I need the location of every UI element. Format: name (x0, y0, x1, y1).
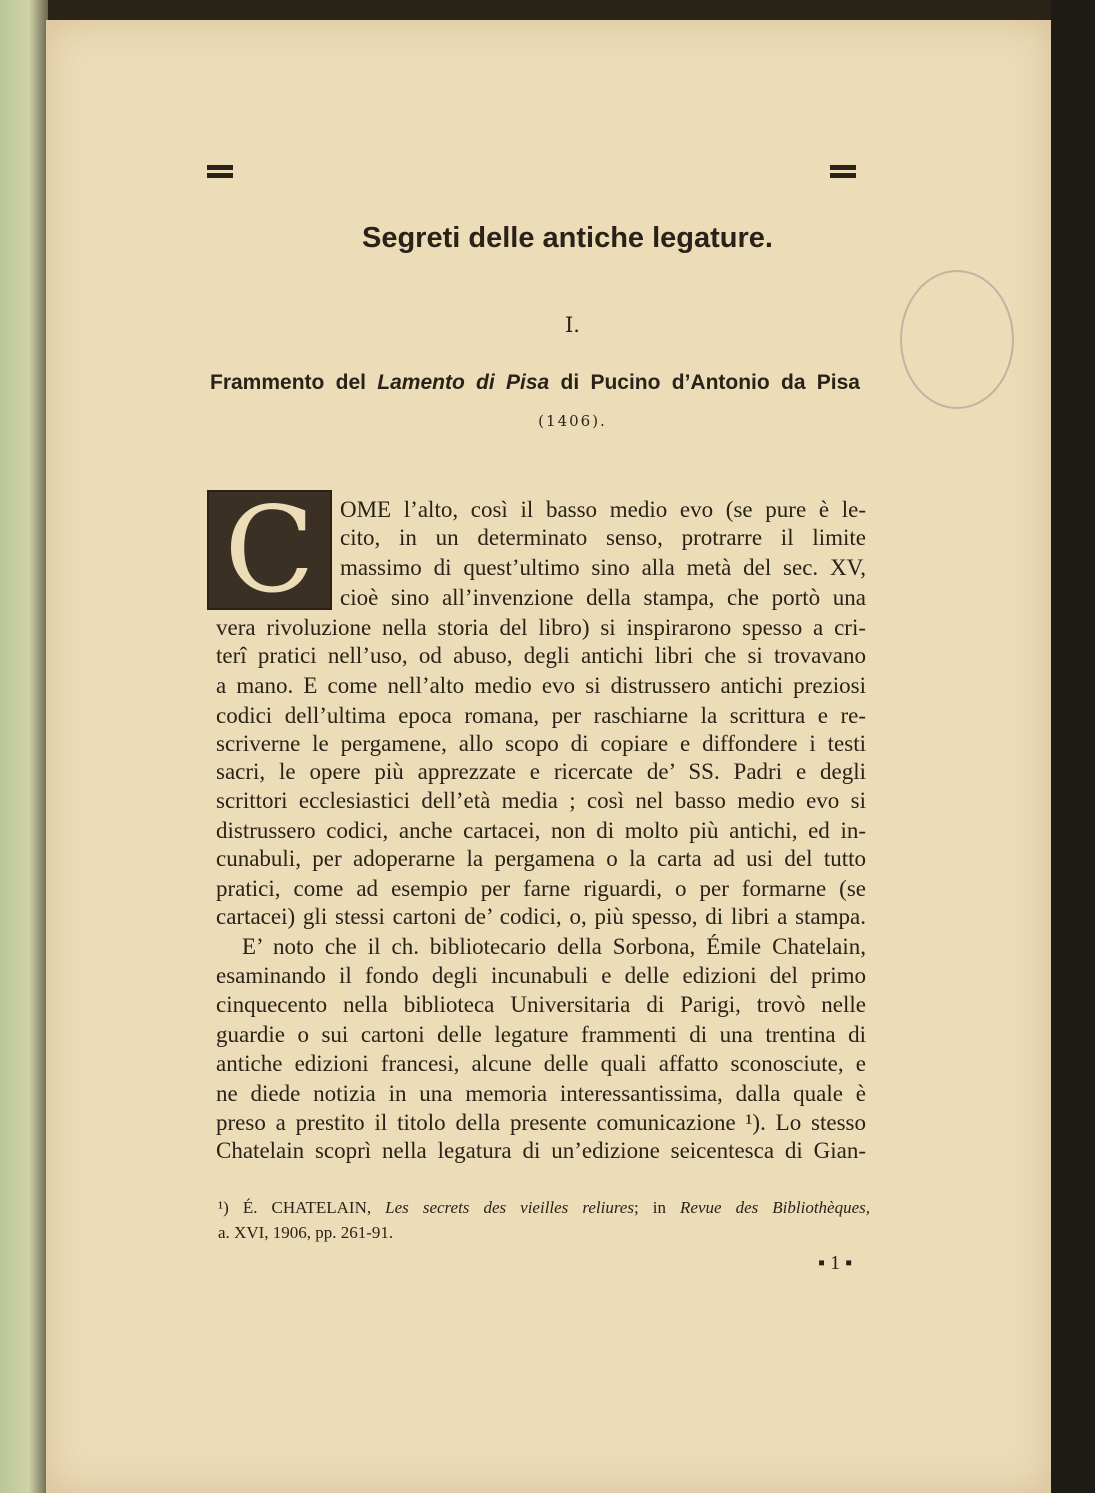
subtitle-text: Frammento del (210, 371, 378, 394)
subtitle-text-end: di Pucino d’Antonio da Pisa (549, 371, 860, 394)
text-line: massimo di quest’ultimo sino alla metà del sec. XV, (340, 555, 866, 580)
text-line: cartacei) gli stessi cartoni de’ codici, o, più spesso, di libri a stampa. (216, 904, 866, 929)
article-title: Segreti delle antiche legature. (362, 222, 773, 254)
text-line: Chatelain scoprì nella legatura di un’edizione seicentesca di Gian- (216, 1138, 866, 1163)
text-line: antiche edizioni francesi, alcune delle quali affatto sconosciute, e (216, 1051, 866, 1076)
library-stamp (900, 270, 1014, 409)
text-line: OME l’alto, così il basso medio evo (se pure è le- (340, 497, 866, 522)
footnote-work: Les secrets des vieilles reliures (385, 1198, 634, 1217)
footnote-journal: Revue des Bibliothèques, (680, 1198, 871, 1217)
footnote-sep: ; in (633, 1198, 681, 1217)
text-line: preso a prestito il titolo della presente comunicazione ¹). Lo stesso (216, 1110, 866, 1135)
drop-cap-letter: C (224, 481, 315, 619)
text-line: codici dell’ultima epoca romana, per raschiarne la scrittura e re- (216, 703, 866, 728)
text-line: vera rivoluzione nella storia del libro) si inspirarono spesso a cri- (216, 615, 866, 640)
subtitle-italic: Lamento di Pisa (377, 371, 550, 394)
page-number: ▪ 1 ▪ (818, 1252, 853, 1274)
text-line: cito, in un determinato senso, protrarre il limite (340, 525, 866, 550)
text-line: cunabuli, per adoperarne la pergamena o la carta ad usi del tutto (216, 846, 866, 871)
footnote-author: É. CHATELAIN, (242, 1198, 386, 1217)
text-line: esaminando il fondo degli incunabuli e delle edizioni del primo (216, 963, 866, 988)
decorated-drop-cap (207, 481, 332, 619)
text-line: terî pratici nell’uso, od abuso, degli antichi libri che si trovavano (216, 643, 866, 668)
footnote-line-2: a. XVI, 1906, pp. 261-91. (218, 1223, 394, 1242)
section-year: (1406). (538, 412, 607, 430)
text-line: scriverne le pergamene, allo scopo di copiare e diffondere i testi (216, 731, 866, 756)
footnote-marker: ¹) (218, 1198, 243, 1217)
text-line: a mano. E come nell’alto medio evo si distrussero antichi preziosi (216, 673, 866, 698)
text-line: cinquecento nella biblioteca Universitaria di Parigi, trovò nelle (216, 992, 866, 1017)
text-line: scrittori ecclesiastici dell’età media ; così nel basso medio evo si (216, 788, 866, 813)
text-line: guardie o sui cartoni delle legature frammenti di una trentina di (216, 1022, 866, 1047)
text-line: cioè sino all’invenzione della stampa, che portò una (340, 585, 866, 610)
text-line: E’ noto che il ch. bibliotecario della Sorbona, Émile Chatelain, (242, 934, 866, 959)
text-line: pratici, come ad esempio per farne riguardi, o per formarne (se (216, 876, 866, 901)
double-bar-ornament-right (830, 165, 856, 185)
text-line: ne diede notizia in una memoria interessantissima, dalla quale è (216, 1081, 866, 1106)
text-line: distrussero codici, anche cartacei, non di molto più antichi, ed in- (216, 818, 866, 843)
section-number: I. (565, 313, 580, 337)
footnote-line-1 (218, 1198, 870, 1218)
double-bar-ornament-left (207, 165, 233, 185)
text-line: sacri, le opere più apprezzate e ricercate de’ SS. Padri e degli (216, 759, 866, 784)
section-subtitle (210, 371, 860, 395)
